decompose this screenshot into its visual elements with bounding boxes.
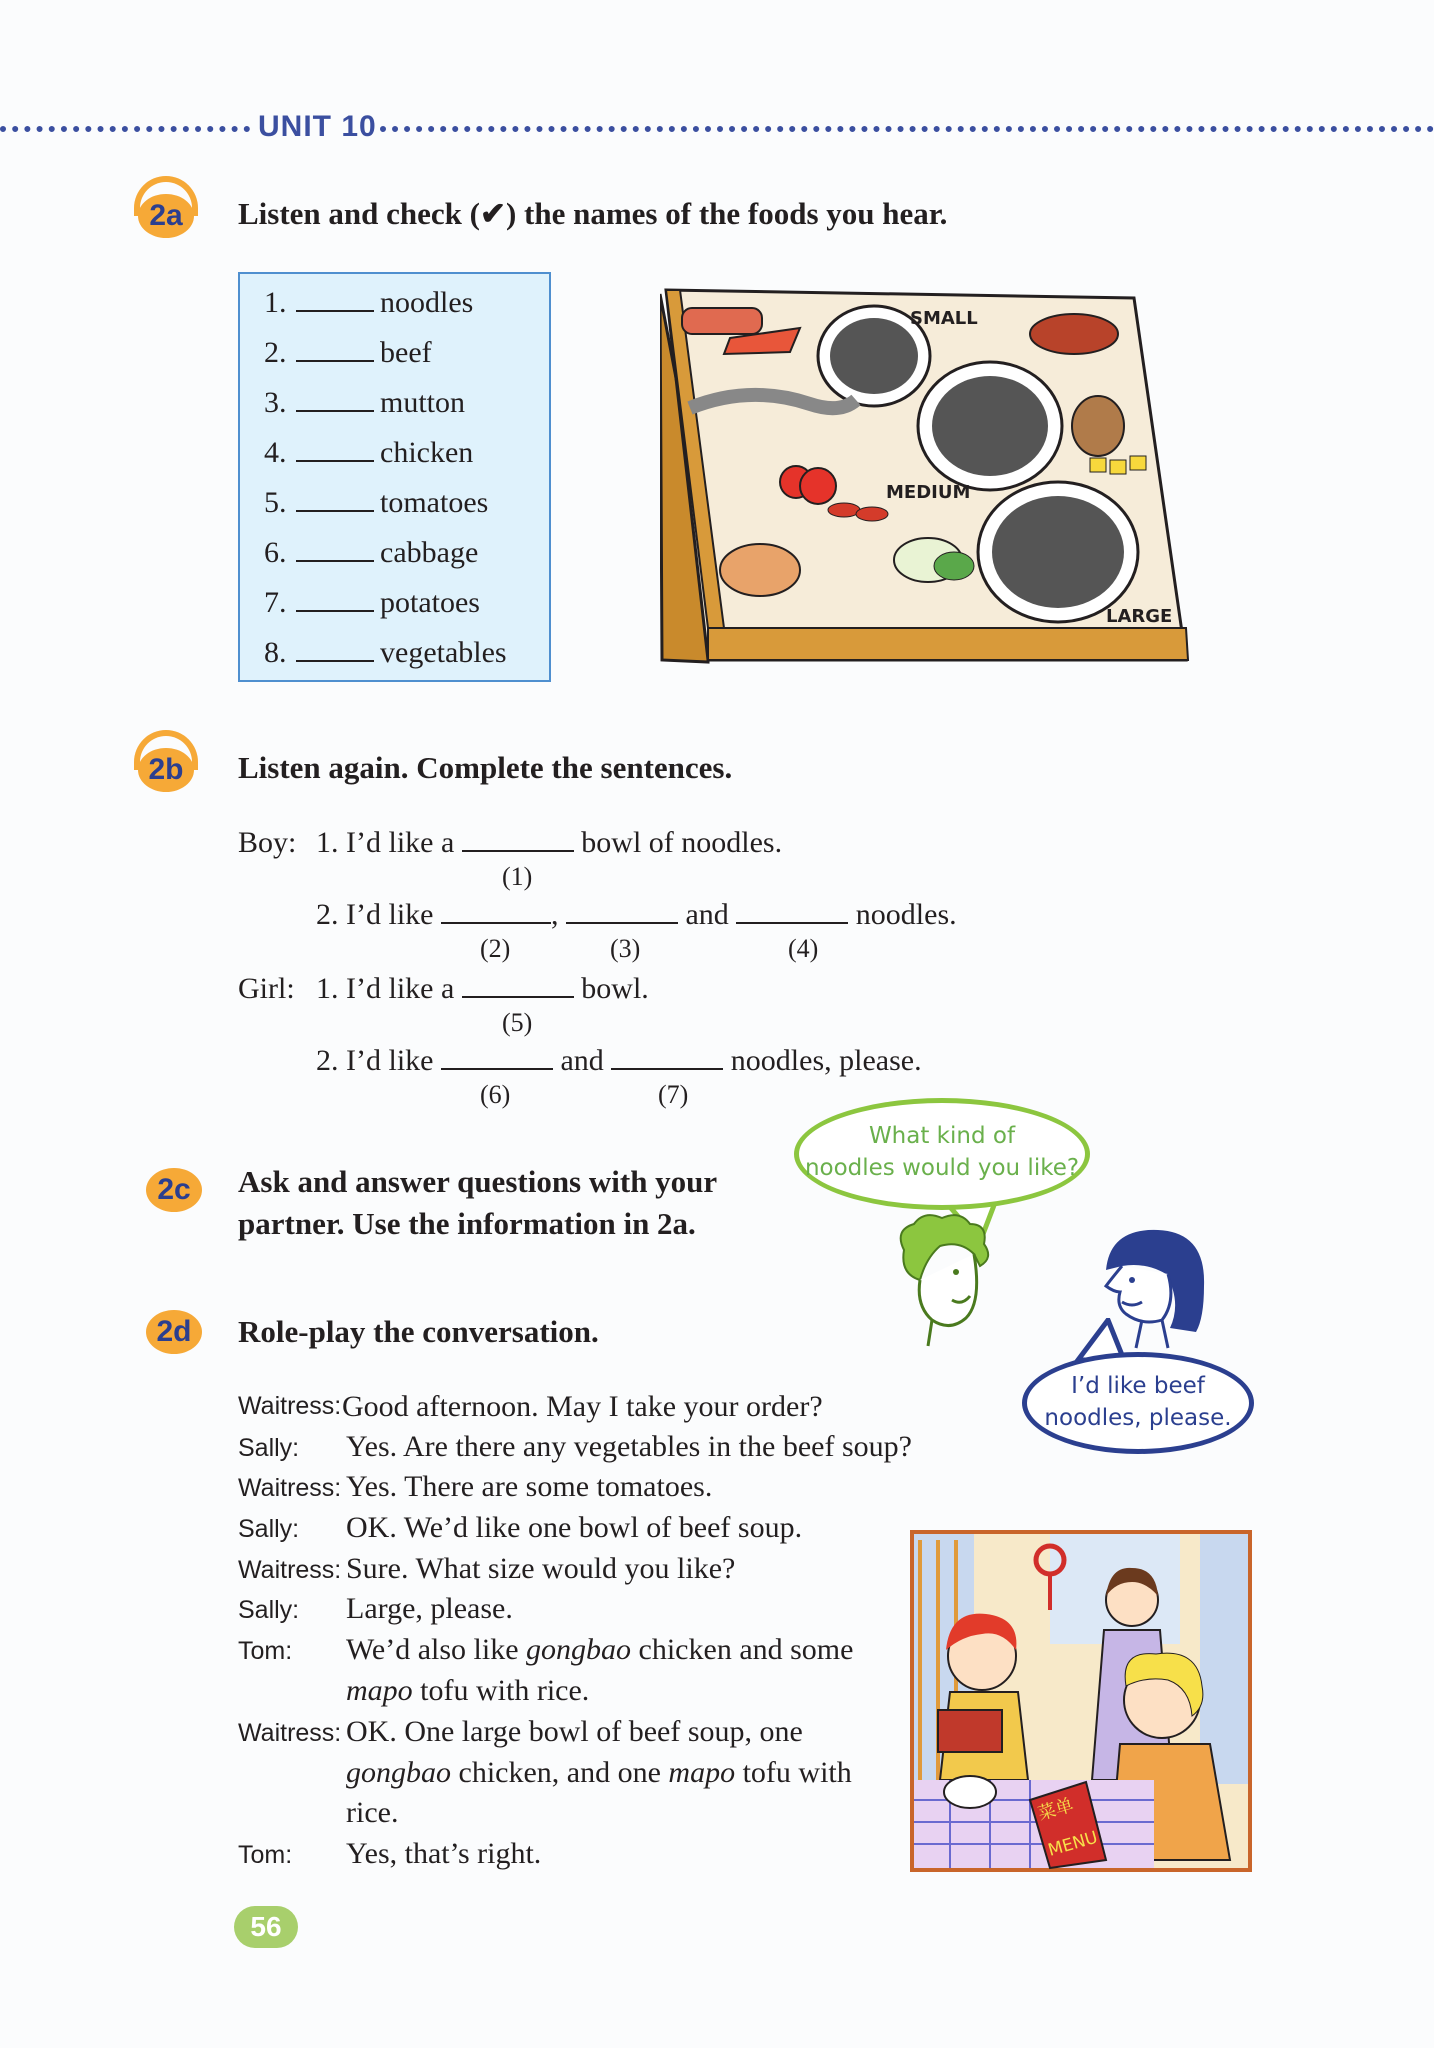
dialogue-line: Yes. Are there any vegetables in the beef soup? — [346, 1430, 912, 1463]
menu-chinese-text: 菜单 — [1035, 1794, 1076, 1825]
list-item: 5. tomatoes — [264, 486, 489, 519]
dialogue-line: rice. — [346, 1796, 399, 1829]
badge-2d: 2d — [146, 1310, 202, 1354]
blank-number-3: (3) — [610, 934, 641, 963]
check-blank[interactable] — [296, 286, 374, 312]
instruction-2c-line2: partner. Use the information in 2a. — [238, 1206, 696, 1241]
instruction-2d: Role-play the conversation. — [238, 1314, 599, 1349]
page-number: 56 — [234, 1906, 298, 1948]
answer-blank-1[interactable] — [462, 826, 574, 852]
blank-number-4: (4) — [788, 934, 819, 963]
label-medium: MEDIUM — [886, 482, 971, 503]
dialogue-line: OK. We’d like one bowl of beef soup. — [346, 1511, 803, 1544]
label-small: SMALL — [910, 308, 978, 329]
header-dots-right — [380, 126, 1434, 132]
boy-character-illustration — [890, 1210, 1010, 1350]
label-large: LARGE — [1106, 606, 1173, 627]
food-board-illustration — [660, 288, 1190, 668]
badge-2c: 2c — [146, 1168, 202, 1212]
answer-blank-2[interactable] — [441, 898, 551, 924]
sentence-boy-1: 1. I’d like a bowl of noodles. — [316, 826, 783, 859]
answer-blank-3[interactable] — [566, 898, 678, 924]
sentence-boy-2: 2. I’d like , and noodles. — [316, 898, 957, 931]
speaker-label: Waitress: — [238, 1474, 342, 1502]
answer-blank-5[interactable] — [462, 972, 574, 998]
instruction-2a: Listen and check (✔) the names of the foods you hear. — [238, 196, 948, 231]
list-item: 8. vegetables — [264, 636, 507, 669]
speaker-label: Waitress: — [238, 1556, 342, 1584]
menu-english-text: MENU — [1045, 1827, 1100, 1861]
answer-blank-4[interactable] — [736, 898, 848, 924]
speaker-label: Waitress: — [238, 1719, 342, 1747]
dialogue-line: Sure. What size would you like? — [346, 1552, 736, 1585]
dialogue-line: Good afternoon. May I take your order? — [342, 1390, 823, 1423]
header-dots-left — [0, 126, 250, 132]
list-item: 2. beef — [264, 336, 432, 369]
check-blank[interactable] — [296, 536, 374, 562]
check-blank[interactable] — [296, 386, 374, 412]
blank-number-5: (5) — [502, 1008, 533, 1037]
list-item: 7. potatoes — [264, 586, 480, 619]
speaker-girl: Girl: — [238, 972, 295, 1005]
badge-2b: 2b — [138, 748, 194, 792]
dialogue-line: We’d also like gongbao chicken and some — [346, 1633, 854, 1666]
speech-bubble-question: What kind of noodles would you like? — [794, 1098, 1090, 1210]
check-blank[interactable] — [296, 336, 374, 362]
speaker-label: Tom: — [238, 1841, 293, 1869]
speaker-boy: Boy: — [238, 826, 297, 859]
sentence-girl-1: 1. I’d like a bowl. — [316, 972, 649, 1005]
speaker-label: Sally: — [238, 1434, 300, 1462]
instruction-2b: Listen again. Complete the sentences. — [238, 750, 733, 785]
check-blank[interactable] — [296, 636, 374, 662]
check-blank[interactable] — [296, 436, 374, 462]
dialogue-line: mapo tofu with rice. — [346, 1674, 590, 1707]
speaker-label: Waitress: — [238, 1392, 342, 1420]
sentence-girl-2: 2. I’d like and noodles, please. — [316, 1044, 922, 1077]
food-checklist — [238, 272, 551, 682]
dialogue-line: Yes, that’s right. — [346, 1837, 542, 1870]
restaurant-scene-illustration — [910, 1530, 1252, 1872]
list-item: 3. mutton — [264, 386, 466, 419]
list-item: 6. cabbage — [264, 536, 479, 569]
blank-number-7: (7) — [658, 1080, 689, 1109]
dialogue-line: OK. One large bowl of beef soup, one — [346, 1715, 803, 1748]
check-blank[interactable] — [296, 586, 374, 612]
list-item: 4. chicken — [264, 436, 474, 469]
speaker-label: Sally: — [238, 1596, 300, 1624]
unit-title: UNIT 10 — [258, 110, 377, 143]
answer-blank-6[interactable] — [441, 1044, 553, 1070]
speaker-label: Tom: — [238, 1637, 293, 1665]
badge-2a: 2a — [138, 194, 194, 238]
check-blank[interactable] — [296, 486, 374, 512]
speech-bubble-answer: I’d like beef noodles, please. — [1022, 1352, 1254, 1454]
blank-number-1: (1) — [502, 862, 533, 891]
blank-number-6: (6) — [480, 1080, 511, 1109]
list-item: 1. noodles — [264, 286, 474, 319]
instruction-2c-line1: Ask and answer questions with your — [238, 1164, 718, 1199]
speaker-label: Sally: — [238, 1515, 300, 1543]
answer-blank-7[interactable] — [611, 1044, 723, 1070]
dialogue-line: Yes. There are some tomatoes. — [346, 1470, 713, 1503]
blank-number-2: (2) — [480, 934, 511, 963]
dialogue-line: gongbao chicken, and one mapo tofu with — [346, 1756, 852, 1789]
dialogue-line: Large, please. — [346, 1592, 513, 1625]
